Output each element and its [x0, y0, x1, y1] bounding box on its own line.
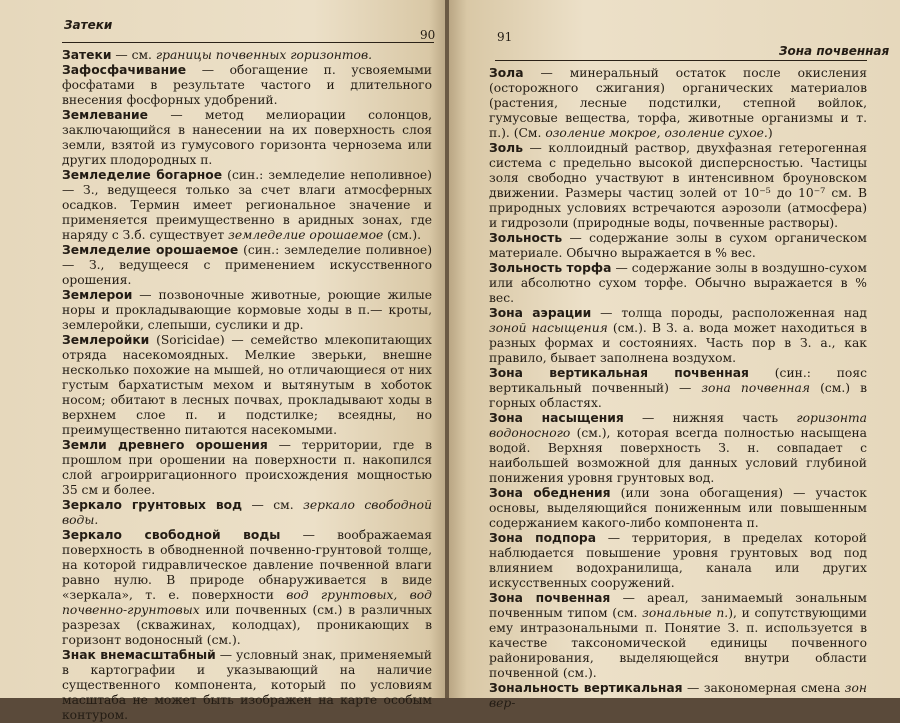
entry-cross-reference: зон вер-: [489, 681, 867, 710]
dictionary-entry: [489, 486, 867, 531]
entry-definition: — метод мелиорации солонцов, заключающийся в нанесении на их поверхность слоя земли, взятой из гумусового горизонта чернозема или других плодородных п.: [62, 108, 432, 167]
entry-definition: — воображаемая поверхность в обводненной почвенно-грунтовой толще, на которой гидравлическое давление почвенной влаги равно нулю. В природе обнаруживается в виде «зеркала», т. е. поверхности: [62, 528, 432, 602]
entry-definition-tail: или почвенных (см.) в различных разрезах (скважинах, колодцах), проникающих в горизонт водоносный (см.).: [62, 603, 432, 647]
left-text-column: [62, 48, 432, 723]
entry-definition: — позвоночные животные, роющие жилые норы и прокладывающие кормовые ходы в п.— кроты, землеройки, слепыши, суслики и др.: [62, 288, 432, 332]
entry-definition: — территория, в пределах которой наблюдается повышение уровня грунтовых вод под влиянием водохранилища, канала или других искусственных сооружений.: [489, 531, 867, 590]
entry-term: Зольность: [489, 231, 563, 245]
entry-term: Зона обеднения: [489, 486, 611, 500]
entry-definition: — закономерная смена: [682, 681, 845, 695]
right-page-number: 91: [497, 30, 513, 44]
entry-cross-reference: границы почвенных горизонтов.: [155, 48, 373, 62]
dictionary-entry: [62, 438, 432, 498]
entry-term: Зола: [489, 66, 524, 80]
entry-term: Землерои: [62, 288, 133, 302]
dictionary-entry: [62, 243, 432, 288]
left-page: [0, 0, 447, 722]
entry-definition: (син.: земледелие поливное) — З., ведущееся с применением искусственного орошения.: [62, 243, 432, 287]
entry-definition: (син.: земледелие неполивное) — З., ведущееся только за счет влаги атмосферных осадков. Термин имеет региональное значение и применяется преимущественно в аридных зонах, где наряду с З.б. существует: [62, 168, 432, 242]
entry-definition-tail: (см.), которая всегда полностью насыщена водой. Верхняя поверхность З. н. совпадает с наибольшей возможной для данных условий глубиной понижения уровня грунтовых вод.: [489, 426, 867, 485]
entry-definition-tail: (см.).: [383, 228, 422, 242]
entry-cross-reference: зональные п.: [642, 606, 729, 620]
right-running-head: Зона почвенная: [779, 44, 890, 58]
dictionary-entry: [489, 306, 867, 366]
left-header-rule: [62, 42, 434, 43]
dictionary-entry: [62, 498, 432, 528]
entry-term: Знак внемасштабный: [62, 648, 216, 662]
dictionary-entry: [489, 66, 867, 141]
entry-term: Зольность торфа: [489, 261, 612, 275]
entry-definition: — нижняя часть: [623, 411, 797, 425]
entry-definition: — условный знак, применяемый в картографии и указывающий на наличие существенного компонента, который по условиям масштаба не может быть изображен на карте особым контуром.: [62, 648, 432, 722]
entry-definition: — содержание золы в воздушно-сухом или абсолютно сухом торфе. Обычно выражается в % вес.: [489, 261, 867, 305]
left-running-head: Затеки: [64, 18, 113, 32]
entry-definition-tail: (см.). В З. а. вода может находиться в разных формах и состояниях. Часть пор в З. а., как правило, бывает заполнена воздухом.: [489, 321, 867, 365]
entry-term: Зона подпора: [489, 531, 597, 545]
entry-definition: — ареал, занимаемый зональным почвенным типом (см.: [489, 591, 867, 620]
dictionary-entry: [62, 48, 432, 63]
entry-term: Зона насыщения: [489, 411, 624, 425]
dictionary-entry: [489, 591, 867, 681]
entry-definition: — см.: [242, 498, 304, 512]
dictionary-entry: [489, 366, 867, 411]
dictionary-entry: [489, 681, 867, 711]
dictionary-entry: [62, 648, 432, 723]
right-page: [449, 0, 900, 710]
entry-term: Золь: [489, 141, 523, 155]
entry-cross-reference: озоление мокрое, озоление сухое.: [545, 126, 768, 140]
right-header-rule: [495, 60, 867, 61]
entry-definition: — минеральный остаток после окисления (осторожного сжигания) органических материалов (растения, лесные подстилки, степной войлок, гумусовые вещества, торфа, животные организмы и т. п.). (См.: [489, 66, 867, 140]
entry-term: Зеркало грунтовых вод: [62, 498, 243, 512]
entry-definition-tail: (см.) в горных областях.: [489, 381, 867, 410]
dictionary-entry: [62, 168, 432, 243]
dictionary-entry: [62, 108, 432, 168]
entry-cross-reference: зона почвенная: [701, 381, 811, 395]
dictionary-entry: [62, 288, 432, 333]
entry-definition: (или зона обогащения) — участок основы, выделяющийся пониженным или повышенным содержанием какого-либо компонента п.: [489, 486, 867, 530]
entry-definition: — коллоидный раствор, двухфазная гетерогенная система с предельно высокой дисперсностью. Частицы золя свободно участвуют в интенсивном броуновском движении. Размеры частиц золей от 10⁻⁵ до 10⁻⁷ см. В природных условиях встречаются аэрозоли (атмосфера) и гидрозоли (природные воды, почвенные растворы).: [489, 141, 867, 230]
entry-term: Зеркало свободной воды: [62, 528, 281, 542]
entry-term: Зона аэрации: [489, 306, 592, 320]
entry-definition: — обогащение п. усвояемыми фосфатами в результате частого и длительного внесения фосфорных удобрений.: [62, 63, 432, 107]
dictionary-entry: [489, 411, 867, 486]
entry-term: Земледелие богарное: [62, 168, 223, 182]
entry-definition-tail: ), и сопутствующими ему интразональными п. Понятие З. п. используется в качестве таксономической единицы почвенного районирования, выделяющейся внутри области почвенной (см.).: [489, 606, 867, 680]
dictionary-entry: [489, 531, 867, 591]
entry-definition: (Soricidae) — семейство млекопитающих отряда насекомоядных. Мелкие зверьки, внешне несколько похожие на мышей, но отличающиеся от них густым бархатистым мехом и вытянутым в хоботок носом; обитают в лесных почвах, прокладывают ходы в верхнем слое п. и подстилке; всеядны, но преимущественно питаются насекомыми.: [62, 333, 432, 437]
entry-term: Зона вертикальная почвенная: [489, 366, 749, 380]
dictionary-entry: [489, 231, 867, 261]
dictionary-entry: [62, 63, 432, 108]
dictionary-entry: [489, 261, 867, 306]
entry-definition: — территории, где в прошлом при орошении на поверхности п. накопился слой агроирригационного происхождения мощностью 35 см и более.: [62, 438, 433, 497]
dictionary-entry: [489, 141, 867, 231]
entry-definition: — толща породы, расположенная над: [591, 306, 868, 320]
dictionary-entry: [62, 528, 432, 648]
entry-definition: — см.: [111, 48, 156, 62]
right-text-column: [489, 66, 867, 711]
dictionary-entry: [62, 333, 432, 438]
left-page-number: 90: [420, 28, 436, 42]
entry-term: Зафосфачивание: [62, 63, 187, 77]
entry-term: Зональность вертикальная: [489, 681, 683, 695]
entry-definition: — содержание золы в сухом органическом материале. Обычно выражается в % вес.: [489, 231, 867, 260]
entry-definition-tail: ): [767, 126, 773, 140]
entry-cross-reference: вод грунтовых, вод почвенно-грунтовых: [62, 588, 432, 617]
entry-term: Земли древнего орошения: [62, 438, 268, 452]
entry-cross-reference: земледелие орошаемое: [228, 228, 384, 242]
entry-term: Землеройки: [62, 333, 150, 347]
entry-term: Затеки: [62, 48, 112, 62]
entry-cross-reference: горизонта водоносного: [489, 411, 867, 440]
entry-definition: (син.: пояс вертикальный почвенный) —: [489, 366, 867, 395]
entry-term: Зона почвенная: [489, 591, 611, 605]
entry-term: Землевание: [62, 108, 149, 122]
entry-cross-reference: зеркало свободной воды.: [62, 498, 432, 527]
entry-cross-reference: зоной насыщения: [489, 321, 608, 335]
entry-term: Земледелие орошаемое: [62, 243, 239, 257]
